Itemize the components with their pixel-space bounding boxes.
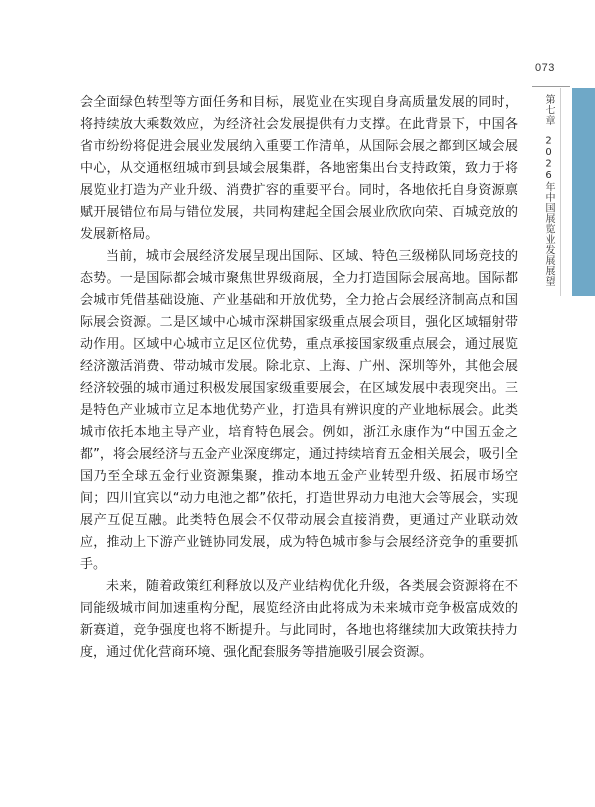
chapter-tab <box>572 88 595 296</box>
body-text <box>80 92 518 664</box>
side-divider <box>560 88 561 296</box>
header-rule <box>532 86 570 87</box>
paragraph: 当前，城市会展经济发展呈现出国际、区域、特色三级梯队同场竞技的态势。一是国际都会城市聚焦世界级商展，全力打造国际会展高地。国际都会城市凭借基础设施、产业基础和开放优势，全力抢占会展经济制高点和国际展会资源。二是区域中心城市深耕国家级重点展会项目，强化区域辐射带动作用。区域中心城市立足区位优势，重点承接国家级重点展会，通过展览经济激活消费、带动城市发展。除北京、上海、广州、深圳等外，其他会展经济较强的城市通过积极发展国家级重要展会，在区域发展中表现突出。三是特色产业城市立足本地优势产业，打造具有辨识度的产业地标展会。此类城市依托本地主导产业，培育特色展会。例如，浙江永康作为“中国五金之都”，将会展经济与五金产业深度绑定，通过持续培育五金相关展会，吸引全国乃至全球五金行业资源集聚，推动本地五金产业转型升级、拓展市场空间；四川宜宾以“动力电池之都”依托，打造世界动力电池大会等展会，实现展产互促互融。此类特色展会不仅带动展会直接消费，更通过产业联动效应，推动上下游产业链协同发展，成为特色城市参与会展经济竞争的重要抓手。 <box>80 249 518 572</box>
book-title: 2026年中国展览业发展展望 <box>543 135 554 287</box>
running-header <box>541 94 555 287</box>
chapter-label: 第七章 <box>543 94 554 126</box>
paragraph-continued: 会全面绿色转型等方面任务和目标，展览业在实现自身高质量发展的同时，将持续放大乘数效应，为经济社会发展提供有力支撑。在此背景下，中国各省市纷纷将促进会展业发展纳入重要工作清单，从国际会展之都到区域会展中心，从交通枢纽城市到县域会展集群，各地密集出台支持政策，致力于将展览业打造为产业升级、消费扩容的重要平台。同时，各地依托自身资源禀赋开展错位布局与错位发展，共同构建起全国会展业欣欣向荣、百城竞放的发展新格局。 <box>80 95 518 242</box>
page-number: 073 <box>535 62 555 74</box>
paragraph: 未来，随着政策红利释放以及产业结构优化升级，各类展会资源将在不同能级城市间加速重构分配，展览经济由此将成为未来城市竞争极富成效的新赛道，竞争强度也将不断提升。与此同时，各地也将继续加大政策扶持力度，通过优化营商环境、强化配套服务等措施吸引展会资源。 <box>80 579 518 660</box>
